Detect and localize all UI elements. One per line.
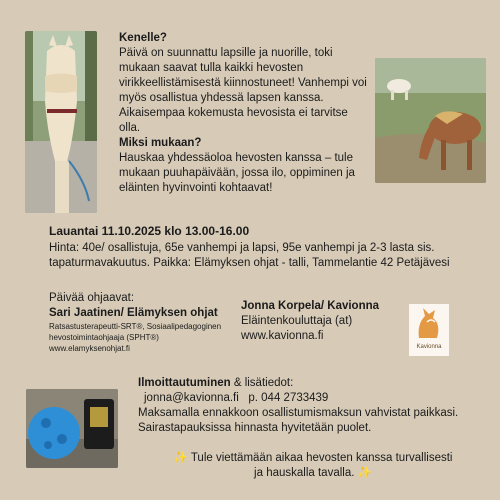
heading-who: Kenelle? xyxy=(119,32,167,44)
closing-text-2: ja hauskalla tavalla. xyxy=(254,467,355,479)
host2-website[interactable]: www.kavionna.fi xyxy=(241,330,324,342)
signup-heading: Ilmoittautuminen xyxy=(138,377,231,389)
who-text: Päivä on suunnattu lapsille ja nuorille, toki mukaan saavat tulla kaikki hevosten virikkeellistämisestä kiinnostuneet! Vanhempi voi myös osallistua yhdessä lapsen kanssa. Aikaisempaa kokemusta hevosista ei tarvitse olla. xyxy=(119,47,367,134)
hosts-title: Päivää ohjaavat: xyxy=(49,292,135,304)
signup-payment-info: Maksamalla ennakkoon osallistumismaksun vahvistat paikkasi. xyxy=(138,407,459,419)
heading-why: Miksi mukaan? xyxy=(119,137,202,149)
sparkle-icon: ✨ xyxy=(357,467,372,479)
host2-name: Jonna Korpela/ Kavionna xyxy=(241,300,380,312)
signup-contact[interactable]: jonna@kavionna.fi p. 044 2733439 xyxy=(144,392,329,404)
logo-text: Kavionna xyxy=(416,344,442,350)
horses-grazing-photo xyxy=(375,58,486,183)
kavionna-logo xyxy=(409,304,449,356)
signup-heading-rest: & lisätiedot: xyxy=(230,377,294,389)
signup-refund-info: Sairastapauksissa hinnasta hyvitetään puolet. xyxy=(138,422,372,434)
horse-photo-left xyxy=(25,31,97,213)
host2-title: Eläintenkouluttaja (at) xyxy=(241,315,353,327)
sparkle-icon: ✨ xyxy=(173,452,188,464)
event-price-location: Hinta: 40e/ osallistuja, 65e vanhempi ja lapsi, 95e vanhempi ja 2-3 lasta sis. tapaturmavakuutus. Paikka: Elämyksen ohjat - talli, Tammelantie 42 Petäjävesi xyxy=(49,242,450,269)
host1-website[interactable]: www.elamyksenohjat.fi xyxy=(49,344,130,353)
closing-text-1: Tule viettämään aikaa hevosten kanssa turvallisesti xyxy=(190,452,453,464)
horse-toys-photo xyxy=(26,389,118,468)
host1-titles: Ratsastusterapeutti-SRT®, Sosiaalipedagoginen hevostoimintaohjaaja (SPHT®) xyxy=(49,322,222,342)
why-text: Hauskaa yhdessäoloa hevosten kanssa – tule mukaan puuhapäivään, jossa ilo, oppiminen ja eläinten hyvinvointi kohtaavat! xyxy=(119,152,355,194)
host1-name: Sari Jaatinen/ Elämyksen ohjat xyxy=(49,307,218,319)
event-date: Lauantai 11.10.2025 klo 13.00-16.00 xyxy=(49,224,250,238)
